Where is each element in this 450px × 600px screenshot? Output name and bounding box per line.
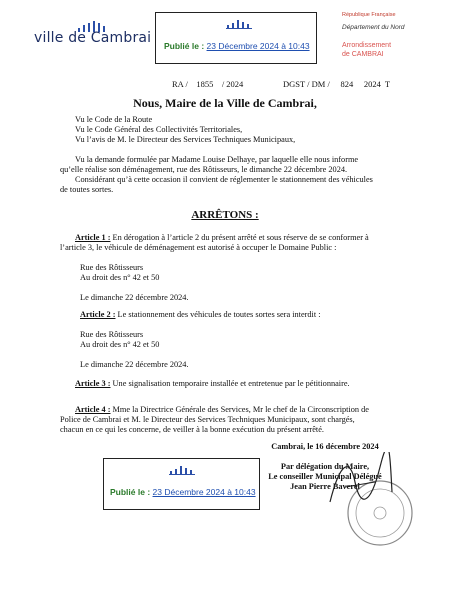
article-2-text: Le stationnement des véhicules de toutes sortes sera interdit : — [115, 310, 321, 319]
article-1-street: Rue des Rôtisseurs — [80, 263, 144, 272]
stamp-logo-icon — [169, 465, 199, 475]
stamp-label: Publié le : — [164, 41, 205, 51]
article-1-text-cont: l’article 3, le véhicule de déménagement est autorisé à occuper le Domaine Public : — [60, 243, 337, 252]
article-2-label: Article 2 : — [80, 310, 116, 319]
article-4-text-cont: Police de Cambrai et M. le Directeur des Services Techniques Municipaux, sont chargés, — [60, 415, 355, 424]
request-line: de toutes sortes. — [60, 185, 114, 194]
vu-item: Vu le Code Général des Collectivités Territoriales, — [75, 125, 243, 134]
article-2-street: Rue des Rôtisseurs — [80, 330, 144, 339]
handwritten-signature-icon — [320, 452, 400, 512]
article-4-text: Mme la Directrice Générale des Services, Mr le chef de la Circonscription de — [110, 405, 369, 414]
publication-stamp-top — [155, 12, 317, 64]
stamp-date: 23 Décembre 2024 à 10:43 — [152, 487, 256, 497]
signature-place-date: Cambrai, le 16 décembre 2024 — [271, 442, 379, 451]
request-line: Vu la demande formulée par Madame Louise Delhaye, par laquelle elle nous informe — [75, 155, 359, 164]
vu-item: Vu l’avis de M. le Directeur des Services Techniques Municipaux, — [75, 135, 296, 144]
article-4-label: Article 4 : — [75, 405, 111, 414]
stamp-text — [110, 487, 256, 497]
article-2-date: Le dimanche 22 décembre 2024. — [80, 360, 189, 369]
reference-right: DGST / DM / 824 2024 T — [283, 79, 391, 89]
arrondissement-line1: Arrondissement — [342, 42, 392, 49]
article-3 — [75, 379, 350, 389]
department-label: Département du Nord — [342, 24, 405, 31]
stamp-text — [164, 41, 310, 51]
request-paragraph — [60, 155, 430, 195]
signature-line: Par délégation du Maire, — [280, 462, 370, 471]
article-1-text: En dérogation à l’article 2 du présent arrêté et sous réserve de se conformer à — [110, 233, 369, 242]
publication-stamp-bottom — [103, 458, 260, 510]
request-line: Considérant qu’à cette occasion il convient de réglementer le stationnement des véhicules — [75, 175, 373, 184]
article-2-location: Au droit des n° 42 et 50 — [80, 340, 160, 349]
stamp-label: Publié le : — [110, 487, 151, 497]
article-1-date: Le dimanche 22 décembre 2024. — [80, 293, 189, 302]
vu-item: Vu le Code de la Route — [75, 115, 153, 124]
arrondissement-line2: de CAMBRAI — [342, 51, 384, 58]
article-1-location: Au droit des n° 42 et 50 — [80, 273, 160, 282]
article-3-label: Article 3 : — [75, 379, 111, 388]
article-1-label: Article 1 : — [75, 233, 111, 242]
page-title: Nous, Maire de la Ville de Cambrai, — [133, 96, 317, 110]
article-2 — [60, 310, 432, 370]
article-4-text-cont: chacun en ce qui les concerne, de veiller à la bonne exécution du présent arrêté. — [60, 425, 324, 434]
article-3-text: Une signalisation temporaire installée et entretenue par le pétitionnaire. — [110, 379, 350, 388]
signature-line: Jean Pierre Baverel — [290, 482, 360, 491]
arretons-heading: ARRÊTONS : — [191, 209, 259, 221]
logo-text: ville de Cambrai — [34, 30, 152, 46]
city-logo — [34, 20, 152, 46]
signature-line: Le conseiller Municipal Délégué — [268, 472, 382, 481]
header-right — [342, 12, 447, 59]
republic-label: République Française — [342, 12, 396, 18]
reference-left: RA / 1855 / 2024 — [172, 79, 244, 89]
stamp-date: 23 Décembre 2024 à 10:43 — [206, 41, 310, 51]
stamp-logo-icon — [226, 19, 256, 29]
vu-list — [75, 115, 295, 145]
request-line: qu’elle réalise son déménagement, rue des Rôtisseurs, le dimanche 22 décembre 2024. — [60, 165, 348, 174]
article-4 — [60, 405, 432, 435]
article-1 — [60, 233, 432, 303]
